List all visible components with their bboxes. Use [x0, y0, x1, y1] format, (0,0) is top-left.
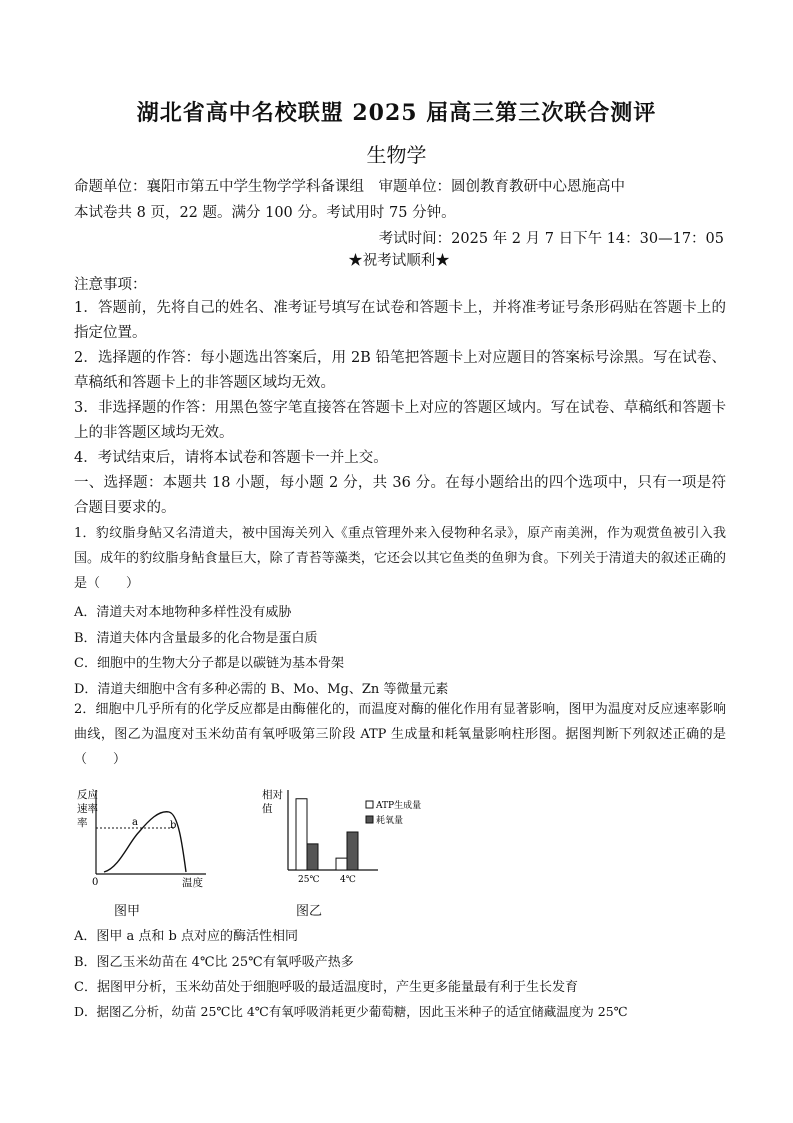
- figure-yi-legend-o2: 耗氧量: [376, 816, 404, 826]
- exam-time: 考试时间：2025 年 2 月 7 日下午 14：30—17：05: [378, 231, 724, 247]
- note-1: 1．答题前，先将自己的姓名、准考证号填写在试卷和答题卡上，并将准考证号条形码贴在答题卡上的指定位置。: [74, 300, 726, 341]
- figure-yi-bar-o2-0: [307, 844, 318, 870]
- section-1-heading: 一、选择题：本题共 18 小题，每小题 2 分，共 36 分。在每小题给出的四个选项中，只有一项是符合题目要求的。: [74, 475, 726, 516]
- figure-yi-legend-o2-swatch: [366, 816, 373, 823]
- figure-yi-legend-atp: ATP生成量: [376, 801, 422, 811]
- exam-info: 本试卷共 8 页，22 题。满分 100 分。考试用时 75 分钟。: [74, 205, 456, 221]
- notes-heading: 注意事项：: [74, 277, 147, 293]
- figure-yi-category-4: 4℃: [340, 875, 356, 885]
- figure-jia-caption: 图甲: [114, 904, 141, 919]
- figure-yi-category-25: 25℃: [298, 875, 320, 885]
- question-2-option-a: A．图甲 a 点和 b 点对应的酶活性相同: [74, 929, 298, 944]
- figure-yi-bar-atp-0: [296, 799, 307, 870]
- figure-yi-ylabel-1: 相对: [262, 789, 283, 801]
- setter-line: 命题单位：襄阳市第五中学生物学学科备课组 审题单位：圆创教育教研中心恩施高中: [74, 179, 625, 195]
- figure-yi: [258, 782, 438, 894]
- figure-yi-ylabel-2: 值: [262, 803, 273, 815]
- figure-yi-bar-o2-1: [347, 832, 358, 870]
- figure-jia-point-b: b: [170, 820, 177, 831]
- note-2: 2．选择题的作答：每小题选出答案后，用 2B 铅笔把答题卡上对应题目的答案标号涂黑。写在试卷、草稿纸和答题卡上的非答题区域均无效。: [74, 350, 726, 391]
- question-2-option-b: B．图乙玉米幼苗在 4℃比 25℃有氧呼吸产热多: [74, 955, 354, 970]
- question-2-option-d: D．据图乙分析，幼苗 25℃比 4℃有氧呼吸消耗更少葡萄糖，因此玉米种子的适宜储藏温度为 25℃: [74, 1004, 628, 1019]
- subject-title: 生物学: [366, 143, 427, 167]
- figure-yi-bar-atp-1: [336, 858, 347, 870]
- figure-jia-point-a: a: [132, 817, 138, 828]
- question-1-option-a: A．清道夫对本地物种多样性没有威胁: [74, 605, 292, 620]
- figure-jia-ylabel-1: 反应: [77, 789, 98, 801]
- question-1-option-b: B．清道夫体内含量最多的化合物是蛋白质: [74, 631, 318, 646]
- figure-jia-xlabel: 温度: [182, 877, 203, 889]
- question-2-option-c: C．据图甲分析，玉米幼苗处于细胞呼吸的最适温度时，产生更多能量最有利于生长发育: [74, 980, 578, 995]
- exam-title: 湖北省高中名校联盟 2025 届高三第三次联合测评: [136, 100, 657, 126]
- figure-yi-legend-atp-swatch: [366, 801, 373, 808]
- question-2-stem: 2．细胞中几乎所有的化学反应都是由酶催化的，而温度对酶的催化作用有显著影响，图甲为温度对反应速率影响曲线，图乙为温度对玉米幼苗有氧呼吸第三阶段 ATP 生成量和耗氧量影响柱形图。据图判断下列叙述正确的是（ ）: [74, 702, 726, 767]
- figure-yi-caption: 图乙: [296, 904, 323, 919]
- note-4: 4．考试结束后，请将本试卷和答题卡一并上交。: [74, 450, 388, 466]
- question-1-option-d: D．清道夫细胞中含有多种必需的 B、Mo、Mg、Zn 等微量元素: [74, 682, 449, 697]
- figure-jia-ylabel-3: 率: [77, 817, 88, 829]
- figure-jia: [74, 782, 224, 894]
- figure-jia-origin: 0: [92, 877, 99, 888]
- question-1-stem: 1．豹纹脂身鲇又名清道夫，被中国海关列入《重点管理外来入侵物种名录》，原产南美洲，作为观赏鱼被引入我国。成年的豹纹脂身鲇食量巨大，除了青苔等藻类，它还会以其它鱼类的鱼卵为食。下列关于清道夫的叙述正确的是（ ）: [74, 526, 726, 591]
- question-1-option-c: C．细胞中的生物大分子都是以碳链为基本骨架: [74, 656, 344, 671]
- figure-jia-ylabel-2: 速率: [77, 803, 98, 815]
- note-3: 3．非选择题的作答：用黑色签字笔直接答在答题卡上对应的答题区域内。写在试卷、草稿纸和答题卡上的非答题区域均无效。: [74, 400, 726, 441]
- good-luck: ★祝考试顺利★: [348, 253, 450, 269]
